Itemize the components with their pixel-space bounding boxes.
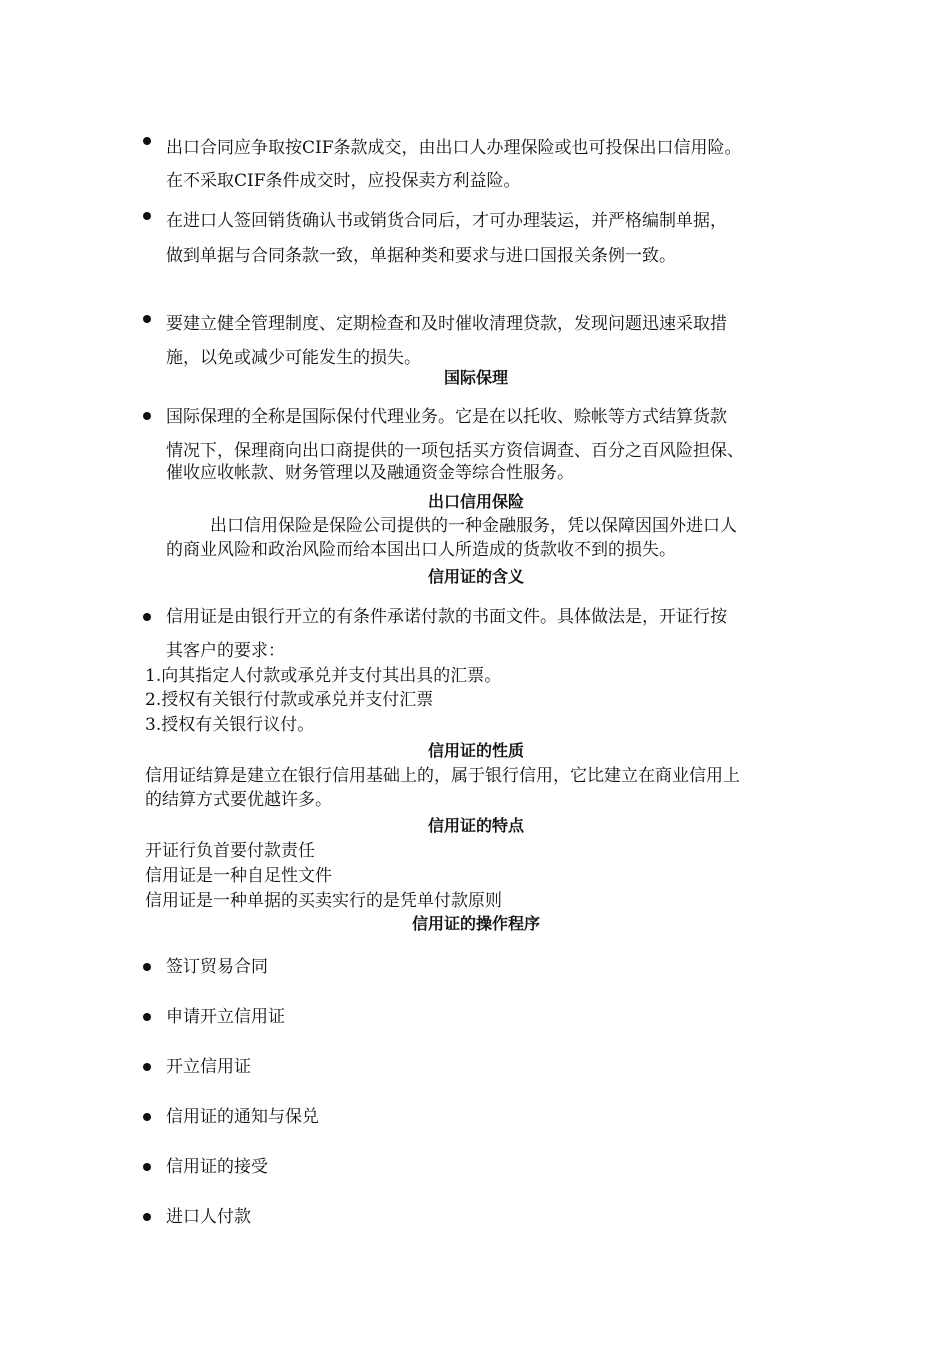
export-insurance-bullet <box>166 132 742 198</box>
text-line: 出口合同应争取按CIF条款成交，由出口人办理保险或也可投保出口信用险。 <box>166 138 742 158</box>
procedure-step: 信用证的通知与保兑 <box>166 1107 319 1127</box>
text-line: 的商业风险和政治风险而给本国出口人所造成的货款收不到的损失。 <box>166 540 676 560</box>
numbered-item: 1.向其指定人付款或承兑并支付其出具的汇票。 <box>145 666 502 686</box>
bullet-dot <box>143 1063 151 1071</box>
bullet-dot <box>143 1163 151 1171</box>
text-line: 出口信用保险是保险公司提供的一种金融服务，凭以保障因国外进口人 <box>210 516 737 536</box>
procedure-step: 开立信用证 <box>166 1057 251 1077</box>
text-line: 开证行负首要付款责任 <box>145 841 315 861</box>
heading-lc-meaning: 信用证的含义 <box>427 567 524 586</box>
bullet-dot <box>143 1113 151 1121</box>
numbered-item: 3.授权有关银行议付。 <box>145 715 315 735</box>
bullet-dot <box>143 1213 151 1221</box>
heading-factoring: 国际保理 <box>443 368 508 387</box>
procedure-step: 进口人付款 <box>166 1207 251 1227</box>
text-line: 的结算方式要优越许多。 <box>145 790 332 810</box>
shipping-documents-bullet <box>166 204 727 274</box>
text-line: 要建立健全管理制度、定期检查和及时催收清理贷款，发现问题迅速采取措 <box>166 314 727 334</box>
procedure-step: 信用证的接受 <box>166 1157 268 1177</box>
text-line: 信用证是由银行开立的有条件承诺付款的书面文件。具体做法是，开证行按 <box>166 607 727 627</box>
text-line: 在不采取CIF条件成交时，应投保卖方利益险。 <box>166 171 521 191</box>
text-line: 国际保理的全称是国际保付代理业务。它是在以托收、赊帐等方式结算货款 <box>166 407 727 427</box>
heading-lc-procedure: 信用证的操作程序 <box>411 914 540 933</box>
text-line: 做到单据与合同条款一致，单据种类和要求与进口国报关条例一致。 <box>166 246 676 266</box>
procedure-step: 申请开立信用证 <box>166 1007 285 1027</box>
text-line: 信用证是一种单据的买卖实行的是凭单付款原则 <box>145 891 502 911</box>
heading-lc-features: 信用证的特点 <box>427 816 524 835</box>
text-line: 情况下，保理商向出口商提供的一项包括买方资信调查、百分之百风险担保、 <box>166 441 744 461</box>
lc-meaning-bullet <box>166 606 727 662</box>
text-line: 信用证结算是建立在银行信用基础上的，属于银行信用，它比建立在商业信用上 <box>145 766 740 786</box>
management-system-bullet <box>166 307 727 375</box>
bullet-dot <box>143 1013 151 1021</box>
procedure-step: 签订贸易合同 <box>166 957 268 977</box>
heading-lc-nature: 信用证的性质 <box>427 741 524 760</box>
text-line: 催收应收帐款、财务管理以及融通资金等综合性服务。 <box>166 463 574 483</box>
text-line: 其客户的要求： <box>166 641 285 661</box>
bullet-dot <box>143 412 151 420</box>
bullet-dot <box>143 212 151 220</box>
bullet-dot <box>143 613 151 621</box>
text-line: 在进口人签回销货确认书或销货合同后，才可办理装运，并严格编制单据， <box>166 211 727 231</box>
text-line: 信用证是一种自足性文件 <box>145 866 332 886</box>
bullet-dot <box>143 963 151 971</box>
numbered-item: 2.授权有关银行付款或承兑并支付汇票 <box>145 690 434 710</box>
text-line: 施，以免或减少可能发生的损失。 <box>166 348 421 368</box>
heading-credit-insurance: 出口信用保险 <box>427 492 524 511</box>
factoring-bullet <box>166 406 744 484</box>
bullet-dot <box>143 137 151 145</box>
bullet-dot <box>143 315 151 323</box>
